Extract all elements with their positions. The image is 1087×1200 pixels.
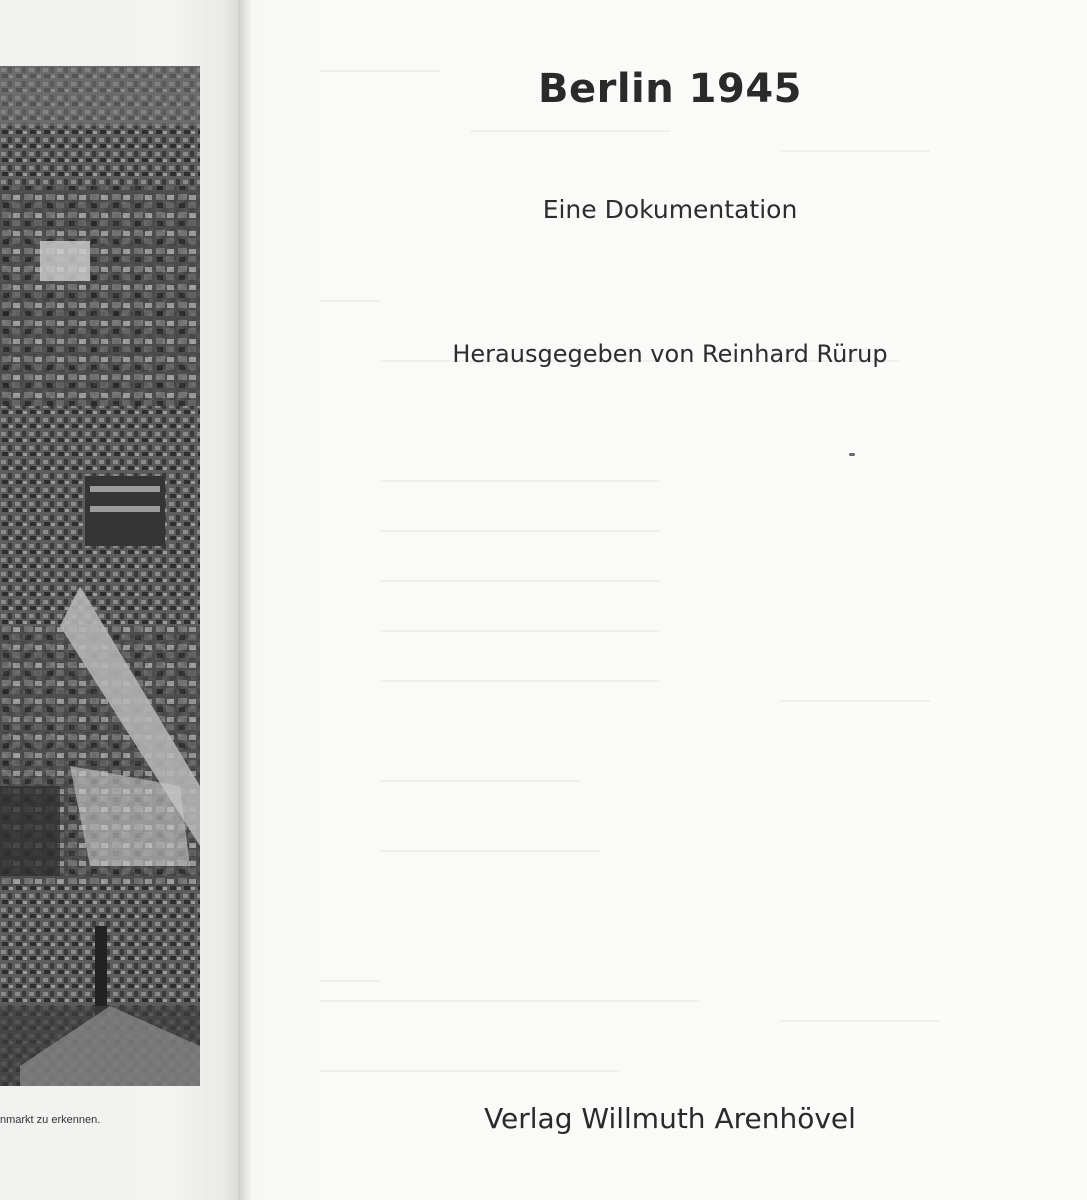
paper-speck <box>849 453 855 456</box>
aerial-photo-ruined-berlin <box>0 66 200 1086</box>
book-spine-shadow <box>238 0 252 1200</box>
editor-line: Herausgegeben von Reinhard Rürup <box>452 340 888 368</box>
book-subtitle: Eine Dokumentation <box>542 195 798 224</box>
show-through-text <box>320 60 1040 1160</box>
photo-caption: nmarkt zu erkennen. <box>0 1114 101 1126</box>
publisher-name: Verlag Willmuth Arenhövel <box>484 1102 856 1135</box>
left-page <box>0 0 245 1200</box>
book-title: Berlin 1945 <box>538 66 802 112</box>
